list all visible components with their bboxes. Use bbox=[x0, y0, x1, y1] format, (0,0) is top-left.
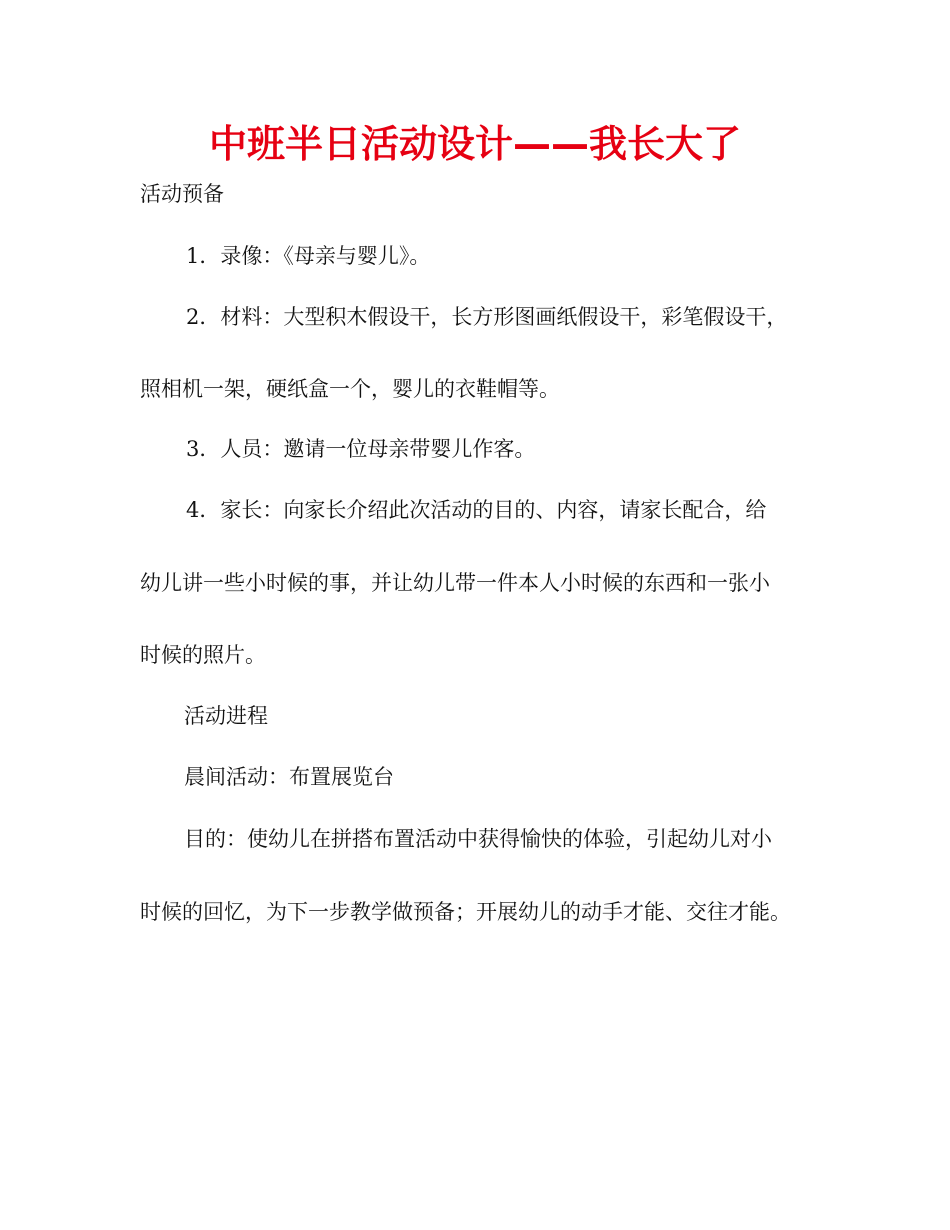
prep-item-2-line-1: 2．材料：大型积木假设干，长方形图画纸假设干，彩笔假设干， bbox=[186, 305, 788, 329]
prep-item-4-line-3: 时候的照片。 bbox=[140, 643, 266, 667]
document-title: 中班半日活动设计——我长大了 bbox=[208, 122, 741, 166]
prep-item-4-line-2: 幼儿讲一些小时候的事，并让幼儿带一件本人小时候的东西和一张小 bbox=[140, 571, 770, 595]
prep-item-4-line-1: 4．家长：向家长介绍此次活动的目的、内容，请家长配合，给 bbox=[186, 498, 767, 522]
prep-item-1: 1．录像：《母亲与婴儿》。 bbox=[186, 244, 431, 268]
section-heading-prep: 活动预备 bbox=[140, 182, 224, 206]
goal-line-2: 时候的回忆，为下一步教学做预备；开展幼儿的动手才能、交往才能。 bbox=[140, 900, 791, 924]
prep-item-2-line-2: 照相机一架，硬纸盒一个，婴儿的衣鞋帽等。 bbox=[140, 377, 560, 401]
section-heading-process: 活动进程 bbox=[184, 704, 268, 728]
prep-item-3: 3．人员：邀请一位母亲带婴儿作客。 bbox=[186, 437, 536, 461]
goal-line-1: 目的：使幼儿在拼搭布置活动中获得愉快的体验，引起幼儿对小 bbox=[184, 827, 772, 851]
morning-activity: 晨间活动：布置展览台 bbox=[184, 765, 394, 789]
